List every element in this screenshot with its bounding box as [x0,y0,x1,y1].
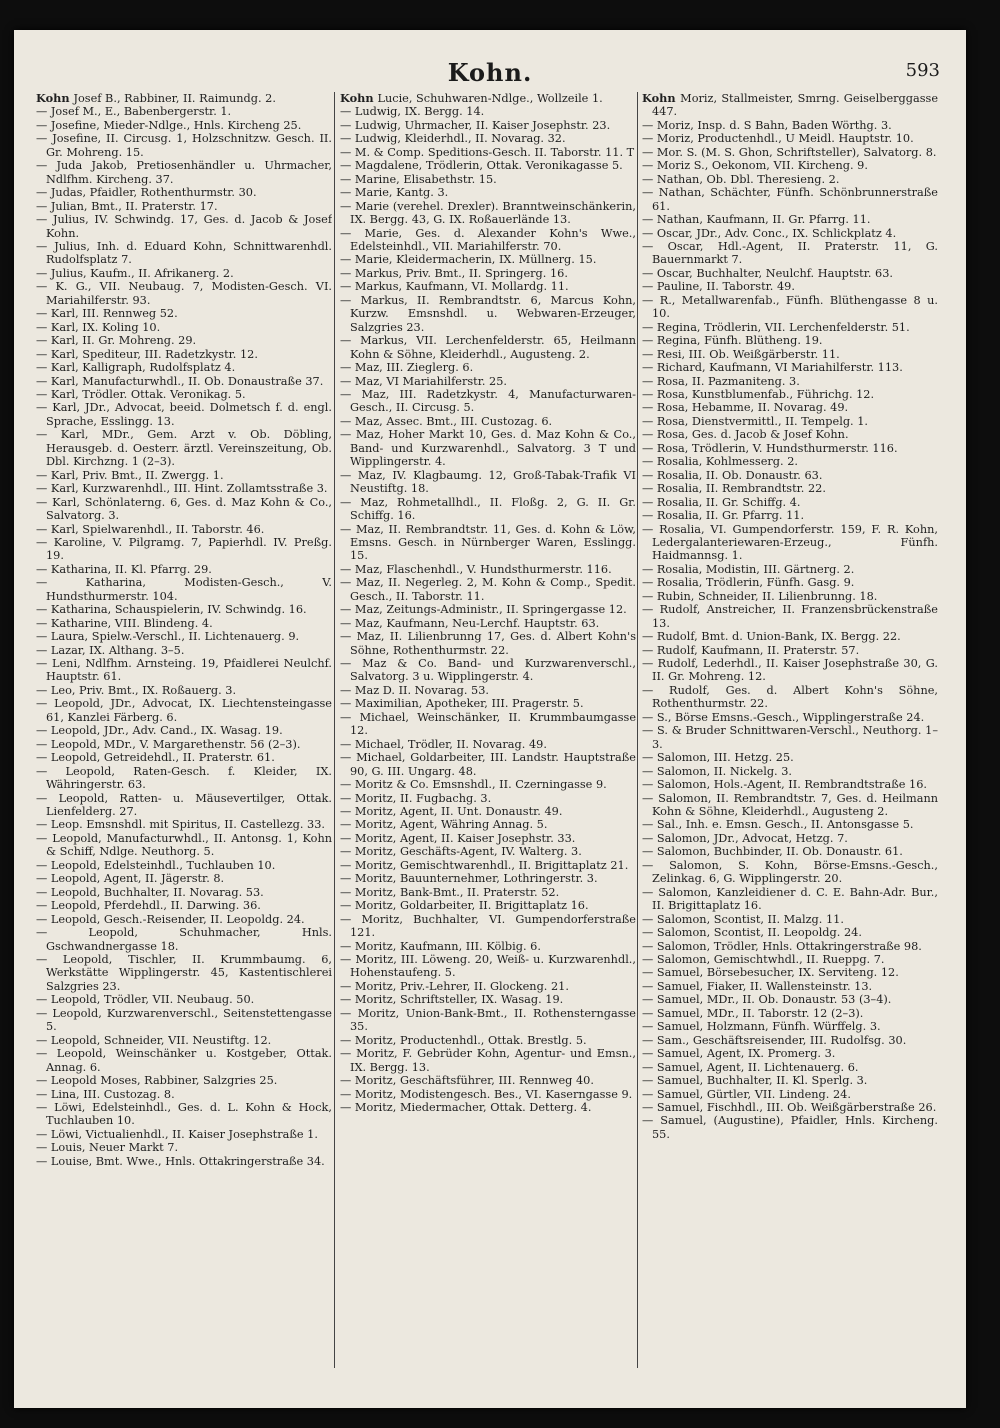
directory-entry: — Ludwig, Kleiderhdl., II. Novarag. 32. [340,132,566,146]
directory-entry: — Marine, Elisabethstr. 15. [340,172,497,186]
directory-entry: — Rosalia, II. Ob. Donaustr. 63. [642,468,823,482]
directory-entry: — Karl, Manufacturwhdl., II. Ob. Donaustraße 37. [36,374,324,388]
directory-entry: — Maz, II. Rembrandtstr. 11, Ges. d. Kohn & Löw, Emsns. Gesch. in Nürnberger Waren, Esslingg. 15. [340,522,636,563]
directory-entry: — Rudolf, Ges. d. Albert Kohn's Söhne, Rothenthurmstr. 22. [642,683,938,711]
directory-entry: — Julius, Inh. d. Eduard Kohn, Schnittwarenhdl. Rudolfsplatz 7. [36,239,332,267]
directory-entry: — Katharina, Modisten-Gesch., V. Hundsthurmerstr. 104. [36,576,332,603]
directory-entry: — Moritz, Gemischtwarenhdl., II. Brigittaplatz 21. [340,858,629,872]
directory-entry: — Oscar, Buchhalter, Neulchf. Hauptstr. 63. [642,266,894,280]
directory-entry: — Leopold, Pferdehdl., II. Darwing. 36. [36,899,261,913]
directory-entry: — Maz, II. Negerleg. 2, M. Kohn & Comp., Spedit. Gesch., II. Taborstr. 11. [340,576,636,603]
directory-entry: — S. & Bruder Schnittwaren-Verschl., Neuthorg. 1–3. [642,724,938,751]
directory-entry: — Leopold, Edelsteinhdl., Tuchlauben 10. [36,858,276,872]
directory-entry: — Nathan, Schächter, Fünfh. Schönbrunnerstraße 61. [642,186,938,213]
directory-entry: — Rosalia, II. Rembrandtstr. 22. [642,482,826,496]
directory-entry: — Moritz, Modistengesch. Bes., VI. Kaserngasse 9. [340,1087,633,1101]
directory-entry: — Marie (verehel. Drexler). Branntweinschänkerin, IX. Bergg. 43, G. IX. Roßauerlände 13. [340,199,636,227]
directory-entry: — Karl, II. Gr. Mohreng. 29. [36,334,197,348]
directory-entry: — Katharina, Schauspielerin, IV. Schwindg. 16. [36,603,307,617]
column-1 [36,92,332,1392]
directory-entry: — Julian, Bmt., II. Praterstr. 17. [36,199,218,213]
directory-entry: — Salomon, Hols.-Agent, II. Rembrandtstraße 16. [642,778,927,792]
directory-entry: — Moritz, Kaufmann, III. Kölbig. 6. [340,939,541,953]
directory-entry: — Regina, Fünfh. Blütheng. 19. [642,334,823,348]
directory-entry: — Pauline, II. Taborstr. 49. [642,280,795,294]
directory-entry: — Rosa, II. Pazmaniteng. 3. [642,374,800,388]
directory-entry: — Karl, Kurzwarenhdl., III. Hint. Zollamtsstraße 3. [36,482,328,496]
column-3 [642,92,938,1392]
directory-entry: — Rosalia, Kohlmesserg. 2. [642,455,798,469]
directory-entry: — Karl, Spediteur, III. Radetzkystr. 12. [36,347,258,361]
directory-entry: — Rosa, Hebamme, II. Novarag. 49. [642,401,849,415]
directory-entry: — Moritz & Co. Emsnshdl., II. Czerningasse 9. [340,778,607,792]
directory-entry: — Leni, Ndlfhm. Arnsteing. 19, Pfaidlerei Neulchf. Hauptstr. 61. [36,657,332,684]
directory-entry: — Moritz, Bauunternehmer, Lothringerstr. 3. [340,872,598,886]
directory-entry: — Salomon, Gemischtwhdl., II. Rueppg. 7. [642,953,885,966]
directory-entry: — Rosa, Trödlerin, V. Hundsthurmerstr. 116. [642,441,898,455]
directory-entry: — Leopold, Gesch.-Reisender, II. Leopoldg. 24. [36,912,305,926]
directory-entry: — Rosalia, Trödlerin, Fünfh. Gasg. 9. [642,576,855,590]
directory-entry: — Judas, Pfaidler, Rothenthurmstr. 30. [36,186,257,200]
directory-entry: — Leopold, Weinschänker u. Kostgeber, Ottak. Annag. 6. [36,1047,332,1074]
directory-entry: — Rudolf, Lederhdl., II. Kaiser Josephstraße 30, G. II. Gr. Mohreng. 12. [642,657,938,684]
directory-entry: — Oscar, Hdl.-Agent, II. Praterstr. 11, G. Bauernmarkt 7. [642,239,938,267]
directory-entry: Kohn Josef B., Rabbiner, II. Raimundg. 2. [36,92,276,105]
directory-entry: — Moritz, Miedermacher, Ottak. Detterg. 4. [340,1100,592,1114]
directory-entry: — Leo, Priv. Bmt., IX. Roßauerg. 3. [36,683,237,697]
directory-entry: — M. & Comp. Speditions-Gesch. II. Taborstr. 11. T [340,145,635,159]
directory-entry: — Louis, Neuer Markt 7. [36,1141,179,1155]
directory-entry: — Marie, Kantg. 3. [340,186,449,200]
directory-entry: — Maz, Hoher Markt 10, Ges. d. Maz Kohn & Co., Band- und Kurzwarenhdl., Salvatorg. 3 T und Wipplingerstr. 4. [340,428,636,469]
directory-entry: — Salomon, Kanzleidiener d. C. E. Bahn-Adr. Bur., II. Brigittaplatz 16. [642,885,938,913]
directory-entry: — Katharine, VIII. Blindeng. 4. [36,616,213,630]
page-header [14,56,966,96]
directory-entry: — Josef M., E., Babenbergerstr. 1. [36,105,232,119]
surname-lead: Kohn [340,92,378,105]
directory-entry: — Marie, Kleidermacherin, IX. Müllnerg. 15. [340,253,597,267]
directory-entry: — Josefine, II. Circusg. 1, Holzschnitzw. Gesch. II. Gr. Mohreng. 15. [36,132,332,159]
directory-entry: — Oscar, JDr., Adv. Conc., IX. Schlickplatz 4. [642,226,897,240]
directory-entry: — Samuel, (Augustine), Pfaidler, Hnls. Kircheng. 55. [642,1114,938,1141]
directory-entry: — Leopold, JDr., Adv. Cand., IX. Wasag. 19. [36,724,283,738]
directory-entry: — Richard, Kaufmann, VI Mariahilferstr. 113. [642,361,903,375]
directory-entry: — Rosalia, II. Gr. Schiffg. 4. [642,495,801,509]
directory-entry: — Moritz, III. Löweng. 20, Weiß- u. Kurzwarenhdl., Hohenstaufeng. 5. [340,953,636,980]
directory-entry: — Moritz, Agent, II. Kaiser Josephstr. 33. [340,831,576,845]
directory-entry: — Moritz, Productenhdl., Ottak. Brestlg. 5. [340,1033,587,1047]
directory-page [14,30,966,1408]
directory-entry: — Leopold, Manufacturwhdl., II. Antonsg. 1, Kohn & Schiff, Ndlge. Neuthorg. 5. [36,831,332,859]
directory-entry: — Salomon, JDr., Advocat, Hetzg. 7. [642,831,848,845]
directory-entry: — Salomon, III. Hetzg. 25. [642,751,794,765]
directory-entry: — Rosa, Kunstblumenfab., Führichg. 12. [642,387,875,401]
directory-entry: — Karl, Kalligraph, Rudolfsplatz 4. [36,361,236,375]
directory-entry: — Karl, JDr., Advocat, beeid. Dolmetsch f. d. engl. Sprache, Esslingg. 13. [36,401,332,428]
directory-entry: — K. G., VII. Neubaug. 7, Modisten-Gesch. VI. Mariahilferstr. 93. [36,280,332,307]
directory-entry: — Moriz, Productenhdl., U Meidl. Hauptstr. 10. [642,132,914,146]
directory-entry: — Laura, Spielw.-Verschl., II. Lichtenauerg. 9. [36,630,300,644]
directory-entry: — Leopold, Trödler, VII. Neubaug. 50. [36,993,255,1007]
directory-entry: — Maz, Assec. Bmt., III. Custozag. 6. [340,414,553,428]
surname-lead: Kohn [642,92,681,105]
directory-entry: — Markus, Kaufmann, VI. Mollardg. 11. [340,280,569,294]
directory-entry: — Rudolf, Bmt. d. Union-Bank, IX. Bergg. 22. [642,630,901,644]
directory-entry: — Karl, Schönlaterng. 6, Ges. d. Maz Kohn & Co., Salvatorg. 3. [36,495,332,523]
directory-entry: — Leopold, Buchhalter, II. Novarag. 53. [36,885,264,899]
directory-entry: — Moritz, Agent, Währing Annag. 5. [340,818,548,832]
directory-entry: — Leop. Emsnshdl. mit Spiritus, II. Castellezg. 33. [36,818,326,832]
directory-entry: — Moritz, Geschäftsführer, III. Rennweg 40. [340,1074,594,1088]
directory-entry: — Salomon, Trödler, Hnls. Ottakringerstraße 98. [642,939,922,953]
directory-entry: — Maz, III. Radetzkystr. 4, Manufacturwaren-Gesch., II. Circusg. 5. [340,387,636,415]
directory-entry: — Löwi, Edelsteinhdl., Ges. d. L. Kohn & Hock, Tuchlauben 10. [36,1100,332,1128]
directory-entry: — Samuel, Agent, IX. Promerg. 3. [642,1047,836,1061]
directory-entry: — Maz, Flaschenhdl., V. Hundsthurmerstr. 116. [340,562,612,576]
directory-entry: — Leopold Moses, Rabbiner, Salzgries 25. [36,1074,278,1088]
directory-entry: — Katharina, II. Kl. Pfarrg. 29. [36,562,212,576]
directory-entry: — Nathan, Kaufmann, II. Gr. Pfarrg. 11. [642,213,871,227]
directory-entry: — Leopold, Kurzwarenverschl., Seitenstettengasse 5. [36,1006,332,1034]
directory-entry: — Markus, II. Rembrandtstr. 6, Marcus Kohn, Kurzw. Emsnshdl. u. Webwaren-Erzeuger, Salzgries 23. [340,293,636,334]
directory-entry: — Samuel, Fischhdl., III. Ob. Weißgärberstraße 26. [642,1100,937,1114]
directory-entry: — Samuel, Holzmann, Fünfh. Würffelg. 3. [642,1020,881,1034]
directory-entry: — Michael, Goldarbeiter, III. Landstr. Hauptstraße 90, G. III. Ungarg. 48. [340,751,636,778]
directory-entry: — Karl, Spielwarenhdl., II. Taborstr. 46. [36,522,265,536]
directory-entry: — Magdalene, Trödlerin, Ottak. Veronikagasse 5. [340,159,623,173]
directory-entry: — Karl, MDr., Gem. Arzt v. Ob. Döbling, Herausgeb. d. Oesterr. ärztl. Vereinszeitung, Ob. Dbl. Kirchzng. 1 (2–3). [36,428,332,469]
directory-entry: — Samuel, Börsebesucher, IX. Serviteng. 12. [642,966,899,980]
directory-entry: — Maz, Rohmetallhdl., II. Floßg. 2, G. II. Gr. Schiffg. 16. [340,495,636,523]
directory-entry: — Karl, III. Rennweg 52. [36,307,178,321]
directory-entry: — Nathan, Ob. Dbl. Theresieng. 2. [642,172,840,186]
directory-entry: — Leopold, Schuhmacher, Hnls. Gschwandnergasse 18. [36,926,332,953]
directory-entry: — Moritz, Schriftsteller, IX. Wasag. 19. [340,993,564,1007]
directory-columns [36,92,948,1392]
directory-entry: — Salomon, Scontist, II. Malzg. 11. [642,912,844,926]
directory-entry: — Karl, IX. Koling 10. [36,320,161,334]
directory-entry: — Michael, Trödler, II. Novarag. 49. [340,737,547,751]
directory-entry: Kohn Lucie, Schuhwaren-Ndlge., Wollzeile 1. [340,92,603,105]
directory-entry: — Rosa, Ges. d. Jacob & Josef Kohn. [642,428,849,442]
directory-entry: — Karl, Priv. Bmt., II. Zwergg. 1. [36,468,224,482]
directory-entry: — Lazar, IX. Althang. 3–5. [36,643,185,657]
directory-entry: — Karoline, V. Pilgramg. 7, Papierhdl. IV. Preßg. 19. [36,535,332,563]
directory-entry: — Maz, II. Lilienbrunng 17, Ges. d. Albert Kohn's Söhne, Rothenthurmstr. 22. [340,630,636,657]
directory-entry: — Moritz, Buchhalter, VI. Gumpendorferstraße 121. [340,912,636,940]
directory-entry: — Samuel, MDr., II. Taborstr. 12 (2–3). [642,1006,864,1020]
directory-entry: — Leopold, Getreidehdl., II. Praterstr. 61. [36,751,275,765]
directory-entry: — Julius, Kaufm., II. Afrikanerg. 2. [36,266,234,280]
directory-entry: — Leopold, Tischler, II. Krummbaumg. 6, Werkstätte Wipplingerstr. 45, Kastentischlerei Salzgries 23. [36,953,332,993]
directory-entry: — Julius, IV. Schwindg. 17, Ges. d. Jacob & Josef Kohn. [36,213,332,240]
directory-entry: — Maz, III. Zieglerg. 6. [340,361,474,375]
directory-entry: — Salomon, Scontist, II. Leopoldg. 24. [642,926,862,940]
directory-entry: — Leopold, Schneider, VII. Neustiftg. 12. [36,1033,272,1047]
directory-entry: — Sam., Geschäftsreisender, III. Rudolfsg. 30. [642,1033,907,1047]
directory-entry: — Leopold, MDr., V. Margarethenstr. 56 (2–3). [36,737,301,751]
page-title: Kohn. [447,58,533,87]
column-2 [340,92,636,1392]
directory-entry: — Markus, VII. Lerchenfelderstr. 65, Heilmann Kohn & Söhne, Kleiderhdl., Augusteng. 2. [340,334,636,361]
directory-entry: — Maz & Co. Band- und Kurzwarenverschl., Salvatorg. 3 u. Wipplingerstr. 4. [340,657,636,684]
directory-entry: — Maximilian, Apotheker, III. Pragerstr. 5. [340,697,584,711]
directory-entry: — Salomon, S. Kohn, Börse-Emsns.-Gesch., Zelinkag. 6, G. Wipplingerstr. 20. [642,858,938,886]
directory-entry: — Regina, Trödlerin, VII. Lerchenfelderstr. 51. [642,320,910,334]
directory-entry: — Leopold, Agent, II. Jägerstr. 8. [36,872,225,886]
directory-entry: — Moriz, Insp. d. S Bahn, Baden Wörthg. 3. [642,118,892,132]
directory-entry: — Maz, VI Mariahilferstr. 25. [340,374,507,388]
directory-entry: — Moritz, Priv.-Lehrer, II. Glockeng. 21. [340,979,569,993]
directory-entry: — Salomon, II. Nickelg. 3. [642,764,793,778]
directory-entry: — Karl, Trödler. Ottak. Veronikag. 5. [36,387,246,401]
directory-entry: — Rudolf, Anstreicher, II. Franzensbrückenstraße 13. [642,603,938,630]
directory-entry: — Ludwig, Uhrmacher, II. Kaiser Josephstr. 23. [340,118,611,132]
directory-entry: — Moritz, F. Gebrüder Kohn, Agentur- und Emsn., IX. Bergg. 13. [340,1047,636,1074]
surname-lead: Kohn [36,92,74,105]
directory-entry: — Maz, Zeitungs-Administr., II. Springergasse 12. [340,603,627,617]
directory-entry: Kohn Moriz, Stallmeister, Smrng. Geiselberggasse 447. [642,92,938,119]
page-number: 593 [905,60,940,81]
directory-entry: — Salomon, II. Rembrandtstr. 7, Ges. d. Heilmann Kohn & Söhne, Kleiderhdl., Augusteng 2. [642,791,938,819]
directory-entry: — Salomon, Buchbinder, II. Ob. Donaustr. 61. [642,845,903,859]
directory-entry: — Resi, III. Ob. Weißgärberstr. 11. [642,347,840,361]
directory-entry: — Moritz, Union-Bank-Bmt., II. Rothensterngasse 35. [340,1006,636,1034]
directory-entry: — Löwi, Victualienhdl., II. Kaiser Josephstraße 1. [36,1127,318,1141]
directory-entry: — Leopold, JDr., Advocat, IX. Liechtensteingasse 61, Kanzlei Färberg. 6. [36,697,332,724]
directory-entry: — Moriz S., Oekonom, VII. Kircheng. 9. [642,159,868,173]
directory-entry: — Mor. S. (M. S. Ghon, Schriftsteller), Salvatorg. 8. [642,145,937,159]
directory-entry: — Josefine, Mieder-Ndlge., Hnls. Kircheng 25. [36,118,302,132]
directory-entry: — Maz D. II. Novarag. 53. [340,683,489,697]
directory-entry: — S., Börse Emsns.-Gesch., Wipplingerstraße 24. [642,710,925,724]
directory-entry: — Samuel, MDr., II. Ob. Donaustr. 53 (3–4). [642,993,892,1007]
directory-entry: — Moritz, Agent, II. Unt. Donaustr. 49. [340,805,563,819]
directory-entry: — Maz, Kaufmann, Neu-Lerchf. Hauptstr. 63. [340,616,600,630]
directory-entry: — Samuel, Buchhalter, II. Kl. Sperlg. 3. [642,1074,868,1088]
directory-entry: — Juda Jakob, Pretiosenhändler u. Uhrmacher, Ndlfhm. Kircheng. 37. [36,159,332,186]
directory-entry: — Lina, III. Custozag. 8. [36,1087,175,1101]
directory-entry: — Rudolf, Kaufmann, II. Praterstr. 57. [642,643,860,657]
directory-entry: — Rosalia, II. Gr. Pfarrg. 11. [642,509,805,523]
directory-entry: — Rosalia, Modistin, III. Gärtnerg. 2. [642,562,855,576]
directory-entry: — Moritz, Geschäfts-Agent, IV. Walterg. 3. [340,845,582,859]
directory-entry: — Rosa, Dienstvermittl., II. Tempelg. 1. [642,414,869,428]
directory-entry: — Samuel, Agent, II. Lichtenauerg. 6. [642,1060,859,1074]
directory-entry: — Samuel, Fiaker, II. Wallensteinstr. 13. [642,979,873,993]
directory-entry: — Moritz, Goldarbeiter, II. Brigittaplatz 16. [340,899,589,913]
directory-entry: — Rubin, Schneider, II. Lilienbrunng. 18. [642,589,878,603]
directory-entry: — Sal., Inh. e. Emsn. Gesch., II. Antonsgasse 5. [642,818,914,832]
directory-entry: — Rosalia, VI. Gumpendorferstr. 159, F. R. Kohn, Ledergalanteriewaren-Erzeug., Fünfh. Haidmannsg. 1. [642,522,938,563]
directory-entry: — Louise, Bmt. Wwe., Hnls. Ottakringerstraße 34. [36,1154,325,1168]
directory-entry: — Moritz, II. Fugbachg. 3. [340,791,492,805]
directory-entry: — Samuel, Gürtler, VII. Lindeng. 24. [642,1087,851,1101]
directory-entry: — Marie, Ges. d. Alexander Kohn's Wwe., Edelsteinhdl., VII. Mariahilferstr. 70. [340,226,636,253]
directory-entry: — R., Metallwarenfab., Fünfh. Blüthengasse 8 u. 10. [642,293,938,321]
directory-entry: — Michael, Weinschänker, II. Krummbaumgasse 12. [340,710,636,738]
directory-entry: — Maz, IV. Klagbaumg. 12, Groß-Tabak-Trafik VI Neustiftg. 18. [340,468,636,496]
directory-entry: — Leopold, Ratten- u. Mäusevertilger, Ottak. Lienfelderg. 27. [36,791,332,819]
directory-entry: — Ludwig, IX. Bergg. 14. [340,105,485,119]
directory-entry: — Moritz, Bank-Bmt., II. Praterstr. 52. [340,885,560,899]
directory-entry: — Leopold, Raten-Gesch. f. Kleider, IX. Währingerstr. 63. [36,764,332,792]
directory-entry: — Markus, Priv. Bmt., II. Springerg. 16. [340,266,568,280]
